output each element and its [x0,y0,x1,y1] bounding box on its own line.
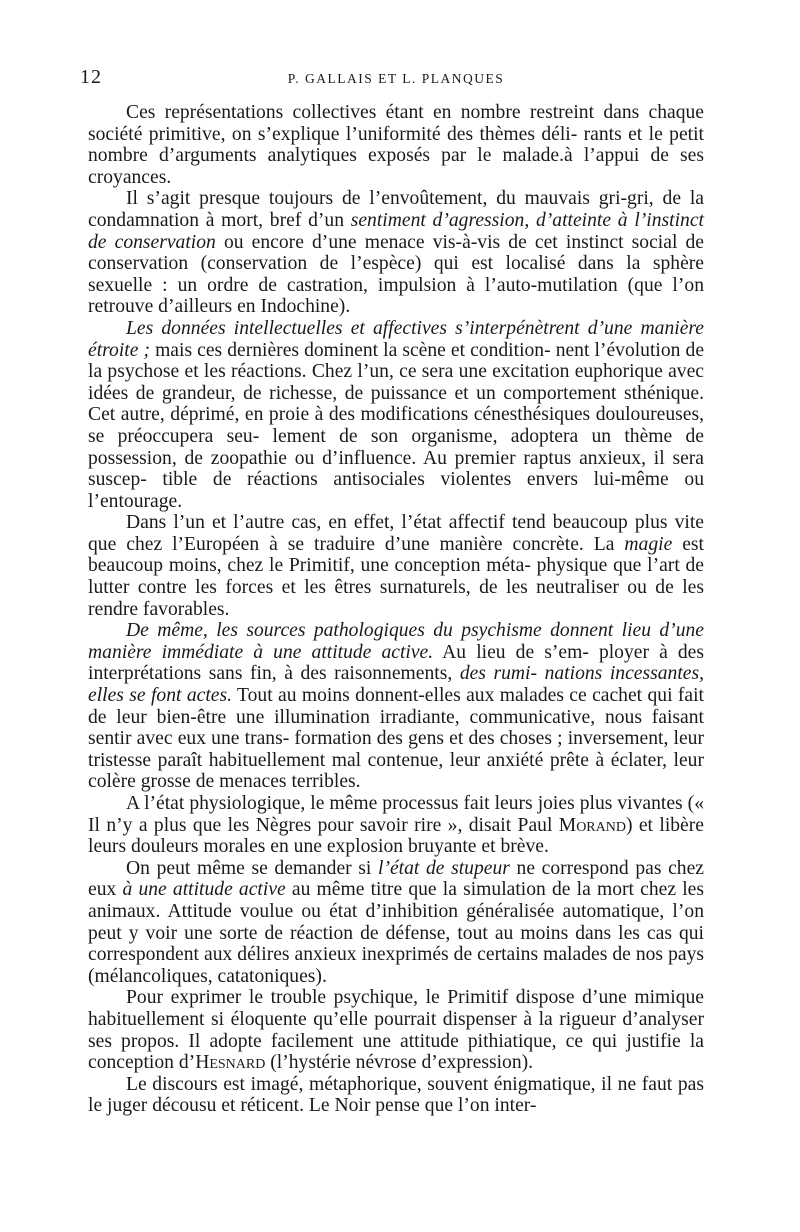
paragraph-7-emphasis-b: l’état de stupeur [378,857,510,879]
paragraph-4-text-a: Dans l’un et l’autre cas, en effet, l’état affectif tend beaucoup plus vite que chez l’Européen à se traduire d’une manière concrète. La [88,512,704,555]
paragraph-1-text: Ces représentations collectives étant en nombre restreint dans chaque société primitive, on s’explique l’uniformité des thèmes déli- rants et le petit nombre d’arguments analytiques exposés par le malade.à l’appui de ses croyances. [88,102,704,188]
paragraph-7-text-c: ne correspond pas chez eux [88,857,704,901]
paragraph-8 [88,987,704,1073]
running-head: P. GALLAIS ET L. PLANQUES [287,71,505,86]
paragraph-7-emphasis-d: à une attitude active [122,879,286,901]
paragraph-8-text-a: Pour exprimer le trouble psychique, le Primitif dispose d’une mimique habituellement si éloquente qu’elle pourrait dispenser à la rigueur d’analyser ses propos. Il adopte facilement une attitude pithiatique, ce qui justifie la conception d’ [88,987,704,1074]
author-name-morand: Morand [558,814,626,836]
paragraph-2-emphasis: sentiment d’agression, d’atteinte à l’instinct de conservation [88,209,704,253]
paragraph-9 [88,1074,704,1117]
paragraph-3-text-b: mais ces dernières dominent la scène et condition- nent l’évolution de la psychose et les réactions. Chez l’un, ce sera une excitation euphorique avec idées de grandeur, de richesse, de puissance et un comportement sthénique. Cet autre, déprimé, en proie à des modifications cénesthésiques douloureuses, se préoccupera seu- lement de son organisme, adoptera un thème de possession, de zoopathie ou d’influence. Au premier raptus anxieux, il sera suscep- tible de réactions antisociales violentes envers lui-même ou l’entourage. [88,339,705,512]
paragraph-4 [88,512,704,620]
paragraph-4-text-c: est beaucoup moins, chez le Primitif, une conception méta- physique que l’art de lutter contre les forces et les êtres surnaturels, de les neutraliser ou de les rendre favorables. [88,533,704,620]
paragraph-7 [88,858,704,988]
paragraph-4-emphasis: magie [624,533,673,555]
page-header [80,66,704,100]
paragraph-7-text-e: au même titre que la simulation de la mort chez les animaux. Attitude voulue ou état d’inhibition généralisée automatique, l’on peut y voir une sorte de réaction de défense, tout au moins dans les cas qui correspondent aux délires anxieux inexprimés de certains malades de nos pays (mélancoliques, catatoniques). [88,879,704,987]
paragraph-2-text-a: Il s’agit presque toujours de l’envoûtement, du mauvais gri-gri, de la condamnation à mort, bref d’un [88,188,704,231]
body-text [88,102,704,1117]
paragraph-5 [88,620,704,793]
document-page [80,66,705,1206]
paragraph-5-emphasis-c: des rumi- nations incessantes, elles se font actes. [88,663,704,707]
paragraph-2-text-c: ou encore d’une menace vis-à-vis de cet instinct social de conservation (conservation de l’espèce) qui est localisé dans la sphère sexuelle : un ordre de castration, impulsion à l’auto-mutilation (que l’on retrouve d’ailleurs en Indochine). [88,231,705,318]
paragraph-7-text-a: On peut même se demander si [126,857,378,879]
page-number: 12 [80,66,102,88]
paragraph-9-text: Le discours est imagé, métaphorique, souvent énigmatique, il ne faut pas le juger décousu et réticent. Le Noir pense que l’on inter- [88,1073,704,1117]
paragraph-3-emphasis: Les données intellectuelles et affectives s’interpénètrent d’une manière étroite ; [88,317,704,361]
paragraph-5-text-d: Tout au moins donnent-elles aux malades ce cachet qui fait de leur bien-être une illumination irradiante, communicative, nous faisant sentir avec eux une trans- formation des gens et des choses ; inversement, leur tristesse paraît habituellement mal contenue, leur anxiété prête à éclater, leur colère grosse de menaces terribles. [88,685,704,793]
paragraph-6 [88,793,704,858]
paragraph-6-text-a: A l’état physiologique, le même processus fait leurs joies plus vivantes (« Il n’y a plus que les Nègres pour savoir rire », disait Paul [88,793,704,836]
paragraph-1 [88,102,704,188]
paragraph-2 [88,188,704,318]
author-name-hesnard: Hesnard [195,1052,266,1074]
paragraph-5-text-b: Au lieu de s’em- ployer à des interprétations sans fin, à des raisonnements, [88,641,704,685]
paragraph-3 [88,318,704,512]
paragraph-5-emphasis-a: De même, les sources pathologiques du psychisme donnent lieu d’une manière immédiate à une attitude active. [88,620,704,663]
paragraph-8-text-c: (l’hystérie névrose d’expression). [265,1052,534,1074]
paragraph-6-text-c: ) et libère leurs douleurs morales en une explosion bruyante et brève. [88,814,704,858]
